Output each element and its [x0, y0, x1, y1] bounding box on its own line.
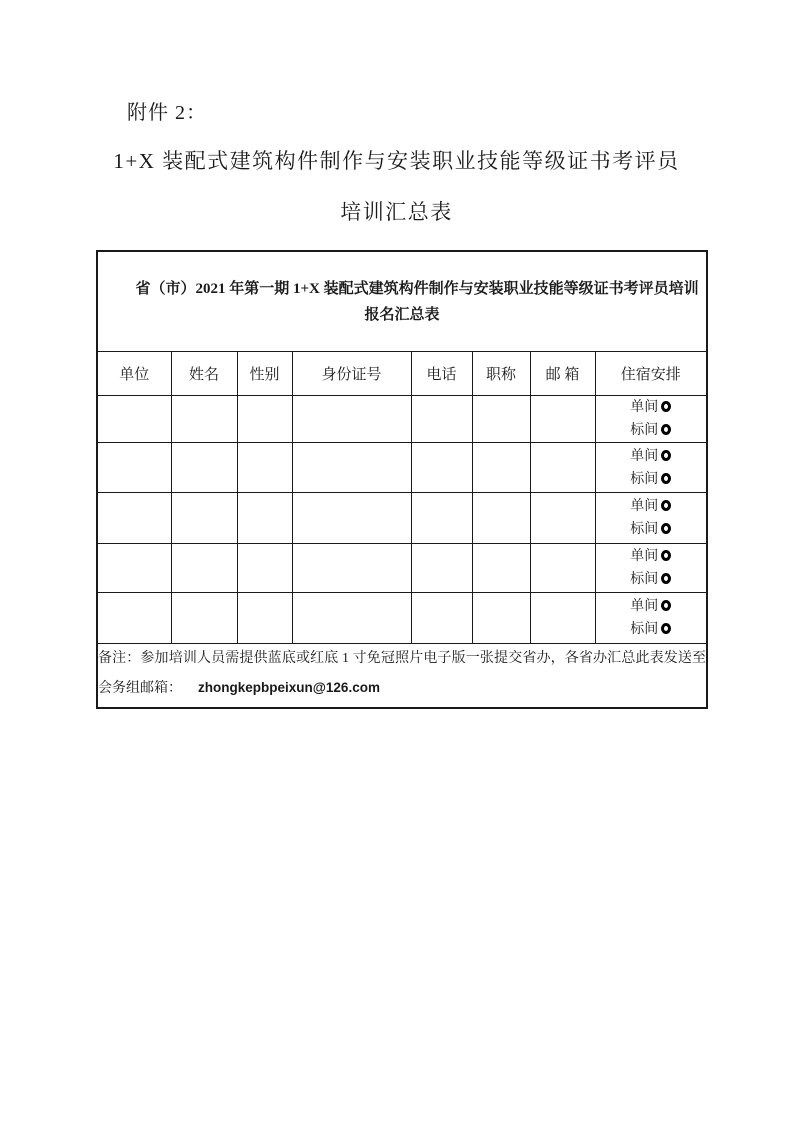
empty-cell	[530, 443, 595, 493]
room-option-label: 标间	[630, 471, 659, 487]
empty-cell	[292, 593, 411, 644]
room-option-label: 标间	[630, 522, 659, 537]
accommodation-cell	[595, 396, 707, 443]
room-option-label: 单间	[630, 400, 659, 415]
empty-cell	[171, 396, 237, 443]
table-row	[97, 544, 707, 593]
empty-cell	[97, 493, 171, 544]
empty-cell	[472, 544, 530, 593]
empty-cell	[171, 593, 237, 644]
table-title-line-1: 省（市）2021 年第一期 1+X 装配式建筑构件制作与安装职业技能等级证书考评员培训	[135, 280, 699, 297]
column-header-email: 邮 箱	[530, 352, 595, 396]
note-line-2	[98, 673, 706, 703]
radio-circle-icon	[661, 500, 671, 511]
empty-cell	[472, 493, 530, 544]
empty-cell	[292, 396, 411, 443]
table-header-row	[97, 352, 707, 396]
empty-cell	[530, 493, 595, 544]
room-option-label: 单间	[630, 448, 659, 464]
empty-cell	[411, 493, 472, 544]
empty-cell	[237, 493, 292, 544]
room-option-standard	[596, 618, 707, 641]
empty-cell	[171, 493, 237, 544]
radio-circle-icon	[661, 573, 671, 584]
empty-cell	[530, 544, 595, 593]
room-option-standard	[596, 419, 707, 442]
room-option-single	[596, 595, 707, 618]
room-option-label: 标间	[630, 572, 659, 587]
empty-cell	[411, 443, 472, 493]
column-header-accommodation: 住宿安排	[595, 352, 707, 396]
empty-cell	[411, 396, 472, 443]
empty-cell	[472, 443, 530, 493]
empty-cell	[292, 544, 411, 593]
room-option-label: 标间	[630, 622, 659, 637]
table-row	[97, 396, 707, 443]
note-cell	[97, 644, 707, 709]
radio-circle-icon	[661, 623, 671, 634]
empty-cell	[530, 396, 595, 443]
note-row	[97, 644, 707, 709]
room-option-single	[596, 545, 707, 568]
room-option-label: 单间	[630, 499, 659, 514]
radio-circle-icon	[661, 401, 671, 412]
accommodation-cell	[595, 544, 707, 593]
accommodation-cell	[595, 593, 707, 644]
note-email-label: 会务组邮箱：	[98, 681, 182, 696]
column-header-id-number: 身份证号	[292, 352, 411, 396]
document-title-line-1: 1+X 装配式建筑构件制作与安装职业技能等级证书考评员	[113, 149, 680, 173]
room-option-standard	[596, 468, 707, 491]
radio-circle-icon	[661, 450, 671, 461]
radio-circle-icon	[661, 424, 671, 435]
accommodation-cell	[595, 443, 707, 493]
empty-cell	[530, 593, 595, 644]
note-email-address: zhongkepbpeixun@126.com	[198, 680, 380, 695]
empty-cell	[237, 544, 292, 593]
empty-cell	[237, 593, 292, 644]
empty-cell	[97, 544, 171, 593]
room-option-label: 单间	[630, 549, 659, 564]
empty-cell	[97, 396, 171, 443]
radio-circle-icon	[661, 550, 671, 561]
attachment-label: 附件 2：	[127, 102, 207, 124]
room-option-single	[596, 396, 707, 419]
room-option-label: 标间	[630, 423, 659, 438]
column-header-title: 职称	[472, 352, 530, 396]
table-title-cell	[97, 251, 707, 352]
accommodation-cell	[595, 493, 707, 544]
empty-cell	[97, 593, 171, 644]
empty-cell	[171, 443, 237, 493]
table-row	[97, 493, 707, 544]
table-row	[97, 593, 707, 644]
table-title-line-2: 报名汇总表	[364, 306, 440, 323]
room-option-single	[596, 495, 707, 518]
room-option-standard	[596, 518, 707, 541]
room-option-single	[596, 445, 707, 468]
column-header-name: 姓名	[171, 352, 237, 396]
room-option-label: 单间	[630, 599, 659, 614]
empty-cell	[292, 493, 411, 544]
radio-circle-icon	[661, 600, 671, 611]
document-title-line-2: 培训汇总表	[340, 200, 453, 224]
table-row	[97, 443, 707, 493]
empty-cell	[411, 544, 472, 593]
table-title-row	[97, 251, 707, 352]
empty-cell	[97, 443, 171, 493]
empty-cell	[292, 443, 411, 493]
training-summary-table	[96, 250, 708, 709]
empty-cell	[171, 544, 237, 593]
empty-cell	[472, 593, 530, 644]
column-header-gender: 性别	[237, 352, 292, 396]
radio-circle-icon	[661, 473, 671, 484]
column-header-unit: 单位	[97, 352, 171, 396]
empty-cell	[237, 396, 292, 443]
empty-cell	[237, 443, 292, 493]
empty-cell	[411, 593, 472, 644]
empty-cell	[472, 396, 530, 443]
column-header-phone: 电话	[411, 352, 472, 396]
room-option-standard	[596, 568, 707, 591]
note-line-1: 备注：参加培训人员需提供蓝底或红底 1 寸免冠照片电子版一张提交省办，各省办汇总此表发送至	[98, 651, 707, 666]
radio-circle-icon	[661, 523, 671, 534]
